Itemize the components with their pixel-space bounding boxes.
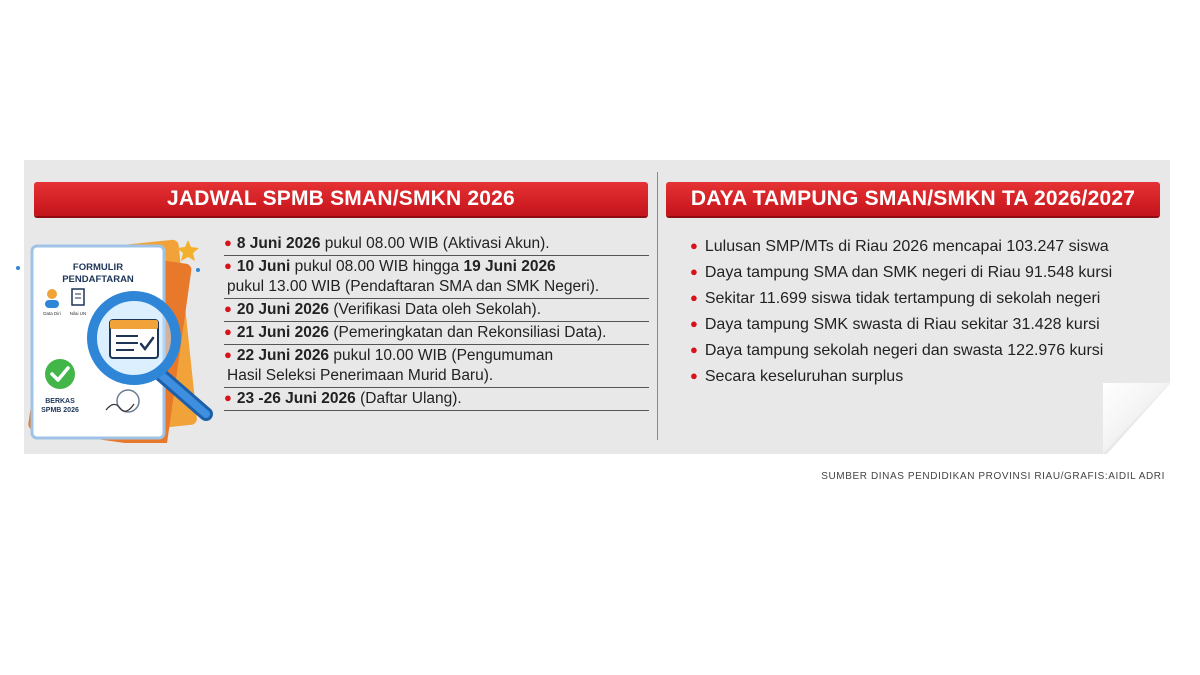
- schedule-date: 10 Juni: [236, 258, 291, 275]
- check-badge-icon: [45, 359, 75, 389]
- form-title-2: PENDAFTARAN: [62, 274, 134, 285]
- schedule-row: [224, 345, 649, 388]
- list-item: [690, 364, 1150, 390]
- file-label-1: BERKAS: [45, 398, 75, 405]
- icon-label-2: Nilai UN: [69, 311, 87, 316]
- schedule-text: (Verifikasi Data oleh Sekolah).: [329, 301, 541, 318]
- schedule-row: [224, 388, 649, 411]
- list-item: [690, 260, 1150, 286]
- bullet-icon: ●: [224, 347, 232, 362]
- schedule-date: 23 -26 Juni 2026: [236, 390, 356, 407]
- list-item: [690, 286, 1150, 312]
- sparkle-dot: [16, 266, 20, 270]
- schedule-text: (Pemeringkatan dan Rekonsiliasi Data).: [329, 324, 607, 341]
- schedule-date: 22 Juni 2026: [236, 347, 330, 364]
- schedule-date-end: 19 Juni 2026: [463, 258, 556, 275]
- capacity-text: Daya tampung SMK swasta di Riau sekitar 31.428 kursi: [704, 316, 1100, 333]
- schedule-row: [224, 256, 649, 299]
- sparkle-dot: [196, 268, 200, 272]
- schedule-text: Hasil Seleksi Penerimaan Murid Baru).: [227, 367, 494, 384]
- schedule-text: pukul 10.00 WIB (Pengumuman: [329, 347, 554, 364]
- schedule-row: [224, 234, 649, 256]
- schedule-text: pukul 08.00 WIB (Aktivasi Akun).: [320, 235, 550, 252]
- list-item: [690, 338, 1150, 364]
- schedule-date: 20 Juni 2026: [236, 301, 330, 318]
- schedule-text: pukul 08.00 WIB hingga: [290, 258, 464, 275]
- schedule-text: pukul 13.00 WIB (Pendaftaran SMA dan SMK Negeri).: [227, 278, 600, 295]
- star-icon: [177, 240, 199, 261]
- bullet-icon: ●: [224, 324, 232, 339]
- list-item: [690, 234, 1150, 260]
- bullet-icon: ●: [224, 235, 232, 250]
- schedule-date: 8 Juni 2026: [236, 235, 321, 252]
- capacity-list: [690, 234, 1150, 390]
- file-label-2: SPMB 2026: [41, 407, 79, 414]
- bullet-icon: ●: [690, 316, 698, 331]
- bullet-icon: ●: [690, 264, 698, 279]
- form-magnifier-illustration: [10, 228, 220, 443]
- icon-label-1: Data Diri: [43, 311, 61, 316]
- capacity-text: Daya tampung SMA dan SMK negeri di Riau 91.548 kursi: [704, 264, 1113, 281]
- capacity-text: Lulusan SMP/MTs di Riau 2026 mencapai 103.247 siswa: [704, 238, 1109, 255]
- column-divider: [657, 172, 658, 440]
- source-credit: SUMBER DINAS PENDIDIKAN PROVINSI RIAU/GRAFIS:AIDIL ADRI: [821, 471, 1165, 482]
- registration-illustration: [10, 228, 220, 443]
- schedule-text: (Daftar Ulang).: [355, 390, 462, 407]
- capacity-title-banner: [666, 182, 1160, 216]
- list-item: [690, 312, 1150, 338]
- bullet-icon: ●: [224, 301, 232, 316]
- document-icon: [72, 289, 84, 305]
- capacity-title: DAYA TAMPUNG SMAN/SMKN TA 2026/2027: [690, 187, 1136, 210]
- capacity-text: Daya tampung sekolah negeri dan swasta 122.976 kursi: [704, 342, 1104, 359]
- schedule-title: JADWAL SPMB SMAN/SMKN 2026: [167, 187, 515, 210]
- form-title-1: FORMULIR: [72, 262, 124, 273]
- bullet-icon: ●: [224, 258, 232, 273]
- schedule-row: [224, 322, 649, 345]
- bullet-icon: ●: [690, 368, 698, 383]
- capacity-text: Sekitar 11.699 siswa tidak tertampung di sekolah negeri: [704, 290, 1101, 307]
- bullet-icon: ●: [690, 238, 698, 253]
- bullet-icon: ●: [690, 290, 698, 305]
- bullet-icon: ●: [690, 342, 698, 357]
- person-icon: [47, 289, 57, 299]
- schedule-title-banner: [34, 182, 648, 216]
- schedule-list: [224, 234, 649, 411]
- bullet-icon: ●: [224, 390, 232, 405]
- schedule-date: 21 Juni 2026: [236, 324, 330, 341]
- schedule-row: [224, 299, 649, 322]
- capacity-text: Secara keseluruhan surplus: [704, 368, 904, 385]
